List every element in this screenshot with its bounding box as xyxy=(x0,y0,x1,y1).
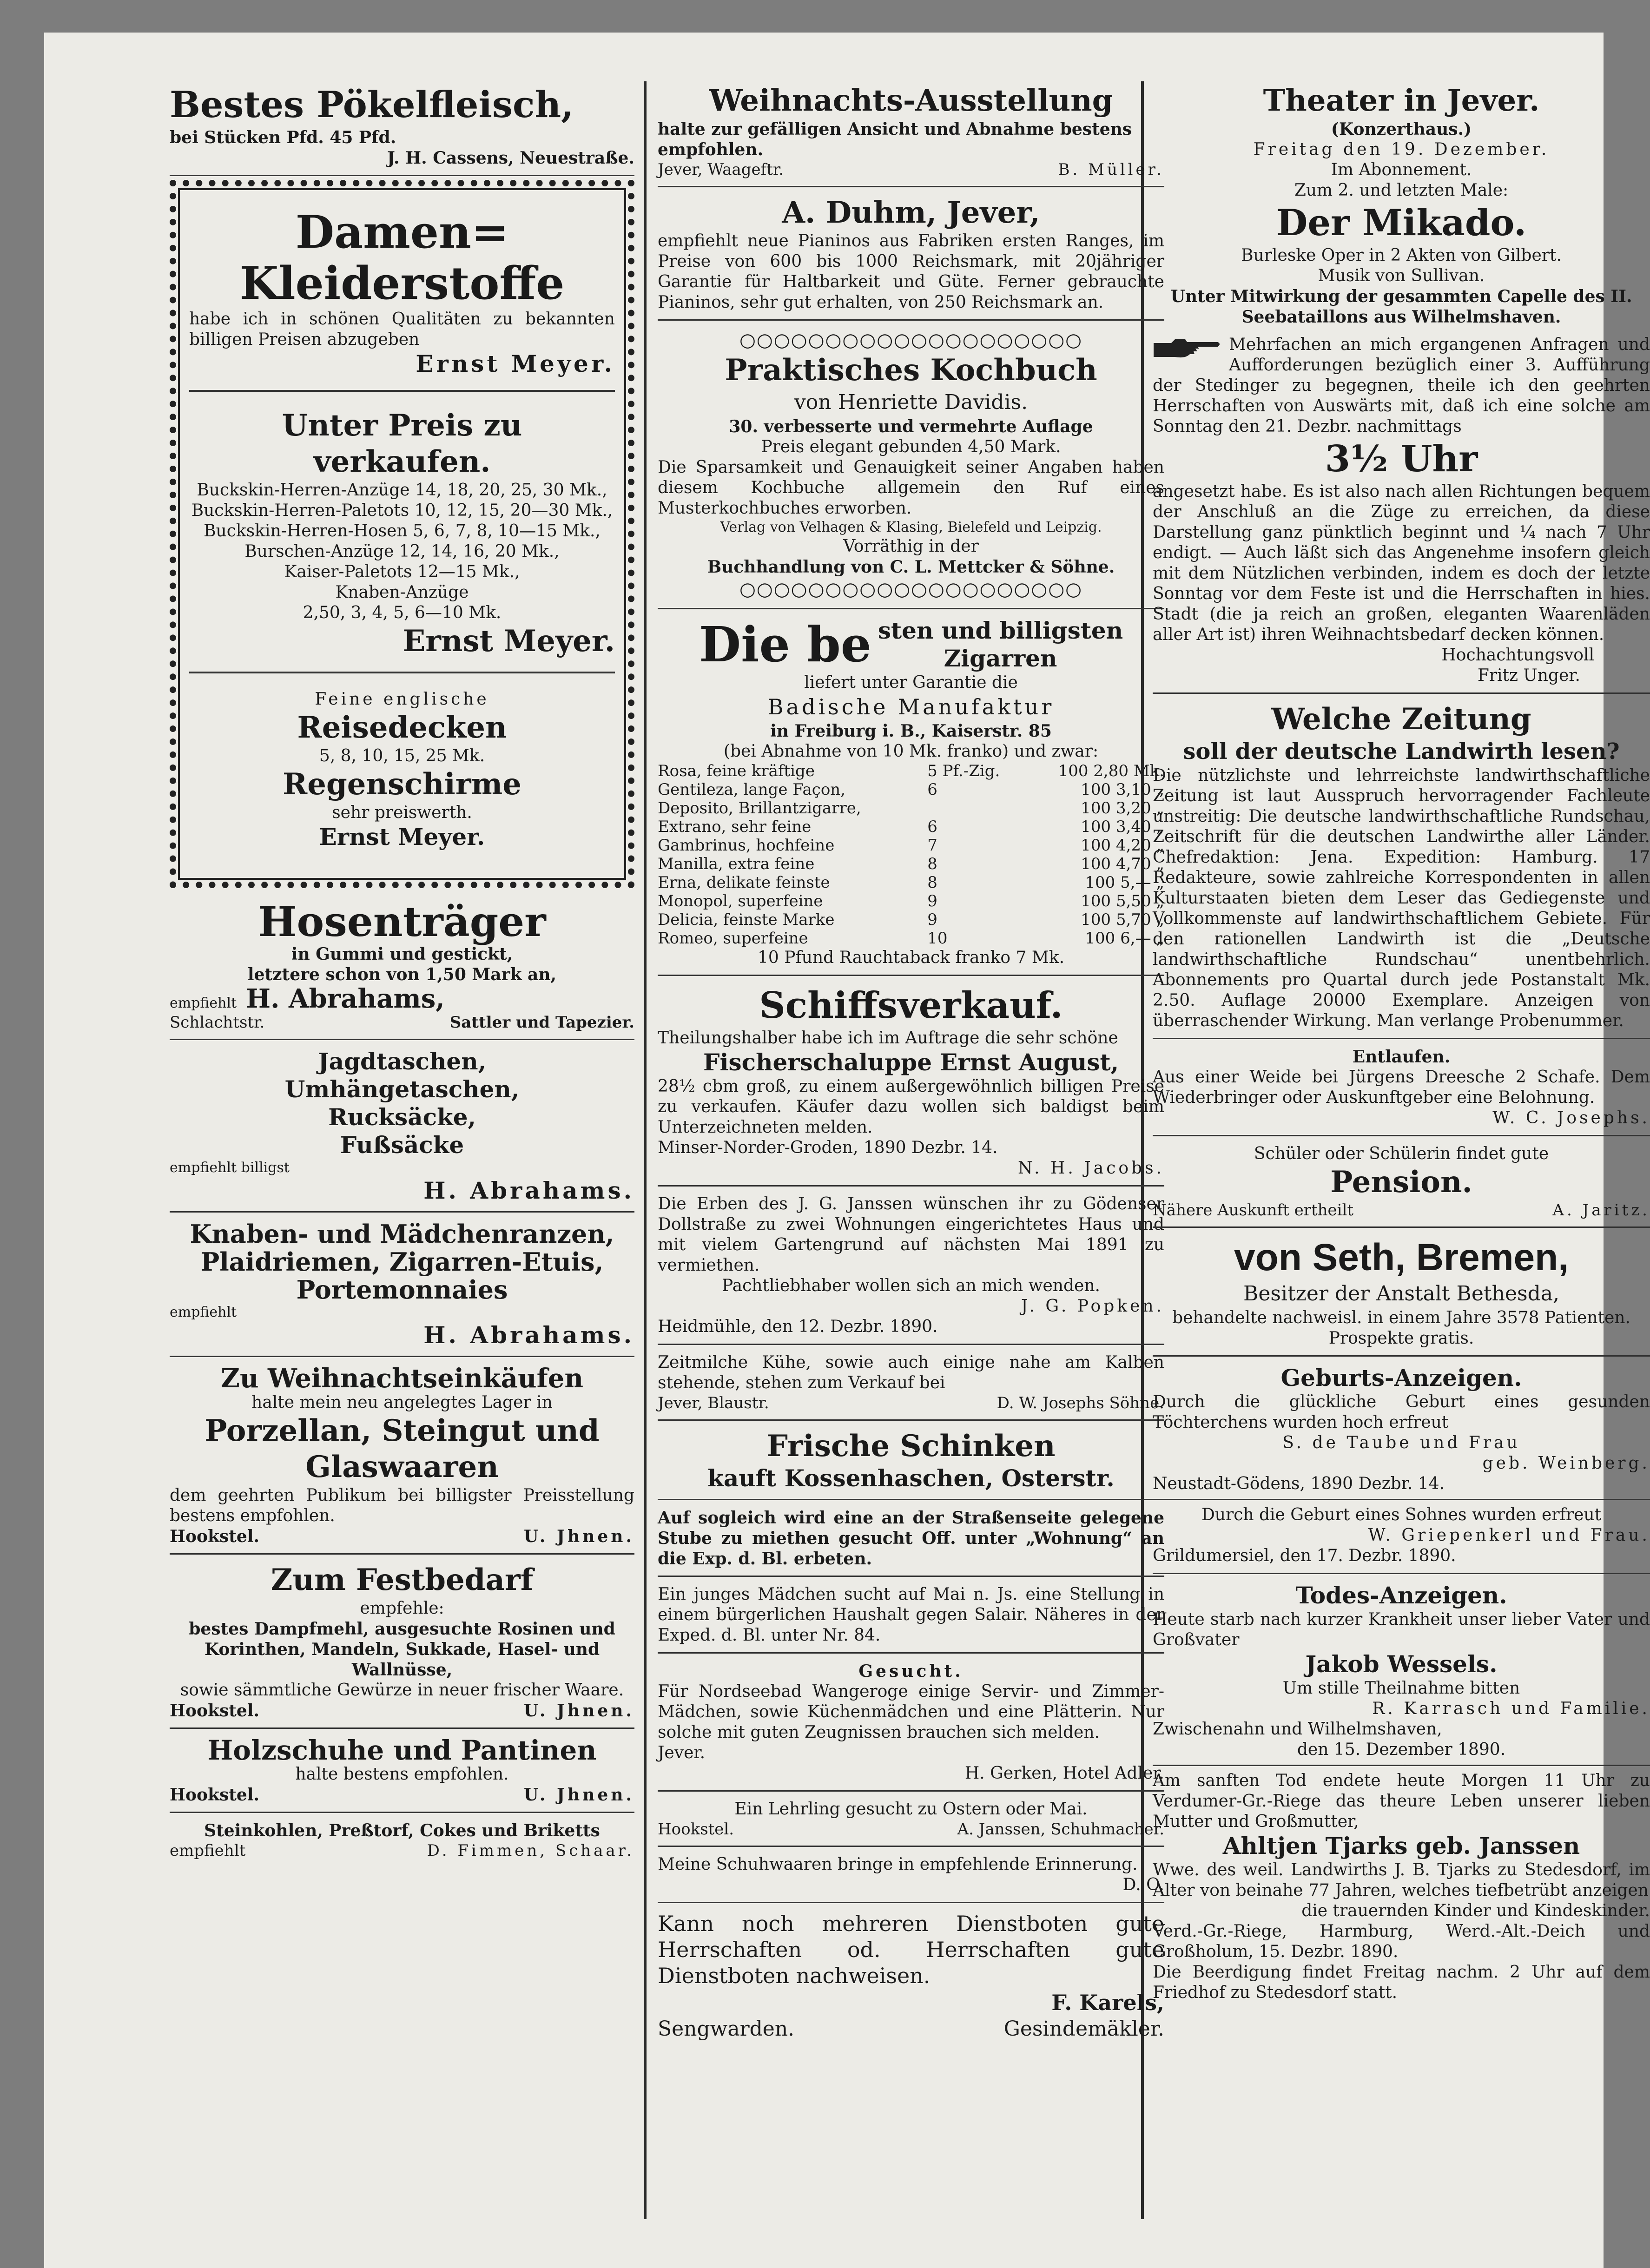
ad-theater: Theater in Jever. (Konzerthaus.) Freitag den 19. Dezember. Im Abonnement. Zum 2. und letzten Male: Der Mikado. Burleske Oper in 2 Akten von Gilbert. Musik von Sullivan. Unter Mitwirkung der gesammten Capelle des II. Seebataillons aus Wilhelmshaven. Mehrfachen an mich ergangenen Anfragen und Aufforderungen bezüglich einer 3. Aufführung der Stedinger zu begegnen, theile ich den geehrten Herrschaften von Auswärts mit, daß ich eine solche am Sonntag den 21. Dezbr. nachmittags 3½ Uhr angesetzt habe. Es ist also nach allen Richtungen bequem der Anschluß an die Züge zu erreichen, da diese Darstellung ganz pünktlich beginnt und ¼ nach 7 Uhr endigt. — Auch läßt sich das Angenehme insofern gleich mit dem Nützlichen verbinden, indem es doch der letzte Sonntag vor dem Feste ist und die Herrschaften in hies. Stadt (die ja reich an großen, eleganten Waarenläden aller Art ist) ihren Weihnachtsbedarf decken können. Hochachtungsvoll Fritz Unger. xyxy=(1153,79,1650,694)
table-row: Gentileza, lange Façon, 6 100 3,10 „ xyxy=(658,780,1164,799)
ad-pension: Schüler oder Schülerin findet gute Pension. Nähere Auskunft ertheilt A. Jaritz. xyxy=(1153,1140,1650,1228)
ad-kuehe: Zeitmilche Kühe, sowie auch einige nahe am Kalben stehende, stehen zum Verkauf bei Jever, Blaustr. D. W. Josephs Söhne. xyxy=(658,1349,1164,1421)
table-row: Gambrinus, hochfeine 7 100 4,20 „ xyxy=(658,836,1164,855)
ornament-circles: ○○○○○○○○○○○○○○○○○○○○ xyxy=(739,579,1083,600)
ad-poekelfleisch: Bestes Pökelfleisch, bei Stücken Pfd. 45 Pfd. J. H. Cassens, Neuestraße. xyxy=(170,79,634,176)
table-row: Delicia, feinste Marke 9 100 5,70 „ xyxy=(658,910,1164,929)
ad-lehrling: Ein Lehrling gesucht zu Ostern oder Mai. Hookstel. A. Janssen, Schuhmacher. xyxy=(658,1795,1164,1847)
ad-kochbuch: ○○○○○○○○○○○○○○○○○○○○ Praktisches Kochbuch von Henriette Davidis. 30. verbesserte und vermehrte Auflage Preis elegant gebunden 4,50 Mark. Die Sparsamkeit und Genauigkeit seiner Angaben haben diesem Kochbuche allgemein den Ruf eines Musterkochbuches erworben. Verlag von Velhagen & Klasing, Bielefeld und Leipzig. Vorräthig in der Buchhandlung von C. L. Mettcker & Söhne. ○○○○○○○○○○○○○○○○○○○○ xyxy=(658,324,1164,609)
table-row: Deposito, Brillantzigarre, 100 3,20 „ xyxy=(658,799,1164,818)
table-row: Monopol, superfeine 9 100 5,50 „ xyxy=(658,892,1164,910)
ad-weihnachts-ausstellung: Weihnachts-Ausstellung halte zur gefälligen Ansicht und Abnahme bestens empfohlen. Jever, Waageftr. B. Müller. xyxy=(658,79,1164,187)
ad-taschen: Jagdtaschen, Umhängetaschen, Rucksäcke, Fußsäcke empfiehlt billigst H. Abrahams. xyxy=(170,1044,634,1213)
table-row: Romeo, superfeine 10 100 6,— „ xyxy=(658,929,1164,948)
newspaper-page xyxy=(44,33,1650,2268)
ad-zeitung: Welche Zeitung soll der deutsche Landwirth lesen? Die nützlichste und lehrreichste landwirthschaftliche Zeitung ist laut Ausspruch hervorragender Fachleute unstreitig: Die deutsche landwirthschaftliche Rundschau, Zeitschrift für die deutschen Landwirthe aller Länder. Chefredaktion: Jena. Expedition: Hamburg. 17 Redakteure, sowie zahlreiche Korrespondenten in allen Kulturstaaten bieten dem Leser das Gediegenste und Vollkommenste auf landwirthschaftlichem Gebiete. Für den rationellen Landwirth ist die „Deutsche landwirthschaftliche Rundschau“ unentbehrlich. Abonnements pro Quartal durch jede Postanstalt Mk. 2.50. Auflage 20000 Exemplare. Anzeigen von überraschender Wirkung. Man verlange Probenummer. xyxy=(1153,698,1650,1039)
ad-gesucht: Gesucht. Für Nordseebad Wangeroge einige Servir- und Zimmer-Mädchen, sowie Küchenmädchen und eine Plätterin. Nur solche mit guten Zeugnissen brauchen sich melden. Jever. H. Gerken, Hotel Adler. xyxy=(658,1657,1164,1792)
ad-steinkohlen: Steinkohlen, Preßtorf, Cokes und Briketts empfiehlt D. Fimmen, Schaar. xyxy=(170,1821,634,1860)
ad-entlaufen: Entlaufen. Aus einer Weide bei Jürgens Dreesche 2 Schafe. Dem Wiederbringer oder Auskunftgeber eine Belohnung. W. C. Josephs. xyxy=(1153,1043,1650,1136)
ad-maedchen: Ein junges Mädchen sucht auf Mai n. Js. eine Stellung in einem bürgerlichen Haushalt gegen Salair. Näheres in der Exped. d. Bl. unter Nr. 84. xyxy=(658,1581,1164,1654)
column-middle xyxy=(658,79,1164,2226)
ad-todes-anzeigen: Todes-Anzeigen. Heute starb nach kurzer Krankheit unser lieber Vater und Großvater Jakob Wessels. Um stille Theilnahme bitten R. Karrasch und Familie. Zwischenahn und Wilhelmshaven, den 15. Dezember 1890. Am sanften Tod endete heute Morgen 11 Uhr zu Verdumer-Gr.-Riege das theure Leben unserer lieben Mutter und Großmutter, Ahltjen Tjarks geb. Janssen Wwe. des weil. Landwirths J. B. Tjarks zu Stedesdorf, im Alter von beinahe 77 Jahren, welches tiefbetrübt anzeigen die trauernden Kinder und Kindeskinder. Verd.-Gr.-Riege, Harmburg, Werd.-Alt.-Deich und Großholum, 15. Dezbr. 1890. Die Beerdigung findet Freitag nachm. 2 Uhr auf dem Friedhof zu Stedesdorf statt. xyxy=(1153,1582,1650,2002)
ornament-circles: ○○○○○○○○○○○○○○○○○○○○ xyxy=(739,330,1083,351)
column-rule xyxy=(644,81,647,2219)
ad-schuhwaaren: Meine Schuhwaaren bringe in empfehlende Erinnerung. D. O. xyxy=(658,1851,1164,1903)
ad-von-seth: von Seth, Bremen, Besitzer der Anstalt Bethesda, behandelte nachweisl. in einem Jahre 3578 Patienten. Prospekte gratis. xyxy=(1153,1232,1650,1357)
pointing-hand-icon xyxy=(1153,335,1222,363)
column-right xyxy=(1153,79,1650,2226)
table-row: Extrano, sehr feine 6 100 3,40 „ xyxy=(658,818,1164,836)
table-row: Erna, delikate feinste 8 100 5,— „ xyxy=(658,873,1164,892)
ad-schinken: Frische Schinken kauft Kossenhaschen, Osterstr. xyxy=(658,1424,1164,1500)
framed-ad-ernst-meyer: Damen= Kleiderstoffe habe ich in schönen Qualitäten zu bekannten billigen Preisen abzugeben Ernst Meyer. Unter Preis zu verkaufen. Buckskin-Herren-Anzüge 14, 18, 20, 25, 30 Mk., Buckskin-Herren-Paletots 10, 12, 15, 20—30 Mk., Buckskin-Herren-Hosen 5, 6, 7, 8, 10—15 Mk., Burschen-Anzüge 12, 14, 16, 20 Mk., Kaiser-Paletots 12—15 Mk., Knaben-Anzüge 2,50, 3, 4, 5, 6—10 Mk. Ernst Meyer. Feine englische Reisedecken 5, 8, 10, 15, 25 Mk. Regenschirme sehr preiswerth. Ernst Meyer. xyxy=(170,180,634,888)
table-row: Rosa, feine kräftige 5 Pf.-Zig. 100 2,80 Mk. xyxy=(658,762,1164,780)
ad-schiffsverkauf: Schiffsverkauf. Theilungshalber habe ich im Auftrage die sehr schöne Fischerschaluppe Ernst August, 28½ cbm groß, zu einem außergewöhnlich billigen Preise zu verkaufen. Käufer dazu wollen sich baldigst beim Unterzeichneten melden. Minser-Norder-Groden, 1890 Dezbr. 14. N. H. Jacobs. xyxy=(658,980,1164,1187)
ad-holzschuhe: Holzschuhe und Pantinen halte bestens empfohlen. Hookstel. U. Jhnen. xyxy=(170,1733,634,1813)
ad-festbedarf: Zum Festbedarf empfehle: bestes Dampfmehl, ausgesuchte Rosinen und Korinthen, Mandeln, Sukkade, Hasel- und Wallnüsse, sowie sämmtliche Gewürze in neuer frischer Waare. Hookstel. U. Jhnen. xyxy=(170,1558,634,1729)
ad-dienstboten: Kann noch mehreren Dienstboten gute Herrschaften od. Herrschaften gute Dienstboten nachweisen. F. Karels, Sengwarden. Gesindemäkler. xyxy=(658,1911,1164,2041)
ad-hosentraeger: Hosenträger in Gummi und gestickt, letztere schon von 1,50 Mark an, empfiehlt H. Abrahams, Schlachtstr. Sattler und Tapezier. xyxy=(170,896,634,1040)
ad-erben-janssen: Die Erben des J. G. Janssen wünschen ihr zu Gödenser Dollstraße zu zwei Wohnungen eingerichtetes Haus und mit vielem Gartengrund auf nächsten Mai 1891 zu vermiethen. Pachtliebhaber wollen sich an mich wenden. J. G. Popken. Heidmühle, den 12. Dezbr. 1890. xyxy=(658,1190,1164,1345)
table-row: Manilla, extra feine 8 100 4,70 „ xyxy=(658,855,1164,873)
ad-ranzen: Knaben- und Mädchenranzen, Plaidriemen, Zigarren-Etuis, Portemonnaies empfiehlt H. Abrahams. xyxy=(170,1216,634,1357)
ad-weihnachtseinkaeufe: Zu Weihnachtseinkäufen halte mein neu angelegtes Lager in Porzellan, Steingut und Glaswaaren dem geehrten Publikum bei billigster Preisstellung bestens empfohlen. Hookstel. U. Jhnen. xyxy=(170,1361,634,1555)
ad-geburts-anzeigen: Geburts-Anzeigen. Durch die glückliche Geburt eines gesunden Töchterchens wurden hoch erfreut S. de Taube und Frau geb. Weinberg. Neustadt-Gödens, 1890 Dezbr. 14. Durch die Geburt eines Sohnes wurden erfreut W. Griepenkerl und Frau. Grildumersiel, den 17. Dezbr. 1890. xyxy=(1153,1360,1650,1574)
column-left xyxy=(170,79,634,2226)
ad-stube: Auf sogleich wird eine an der Straßenseite gelegene Stube zu miethen gesucht Off. unter „Wohnung“ an die Exp. d. Bl. erbeten. xyxy=(658,1504,1164,1577)
price-table xyxy=(658,762,1164,948)
ad-zigarren: Die be sten und billigsten Zigarren liefert unter Garantie die Badische Manufaktur in Freiburg i. B., Kaiserstr. 85 (bei Abnahme von 10 Mk. franko) und zwar: Rosa, feine kräftige 5 Pf.-Zig. 100 2,80 Mk. Gentileza, lange Façon, 6 100 3,10 „ Deposito, Brillantzigarre, 100 3,20 „ Extrano, sehr feine 6 100 3,40 „ Gambrinus, hochfeine 7 100 4,20 „ Manilla, extra feine 8 100 4,70 „ Erna, delikate feinste 8 100 5,— „ Monopol, superfeine 9 100 5,50 „ Delicia, feinste Marke 9 100 5,70 „ Romeo, superfeine 10 100 6,— „ 10 Pfund Rauchtaback franko 7 Mk. xyxy=(658,613,1164,976)
ad-title: Bestes Pökelfleisch, xyxy=(170,84,574,126)
ad-duhm-pianinos: A. Duhm, Jever, empfiehlt neue Pianinos aus Fabriken ersten Ranges, im Preise von 600 bis 1000 Reichsmark, mit 20jähriger Garantie für Haltbarkeit und Güte. Ferner gebrauchte Pianinos, sehr gut erhalten, von 250 Reichsmark an. xyxy=(658,191,1164,321)
